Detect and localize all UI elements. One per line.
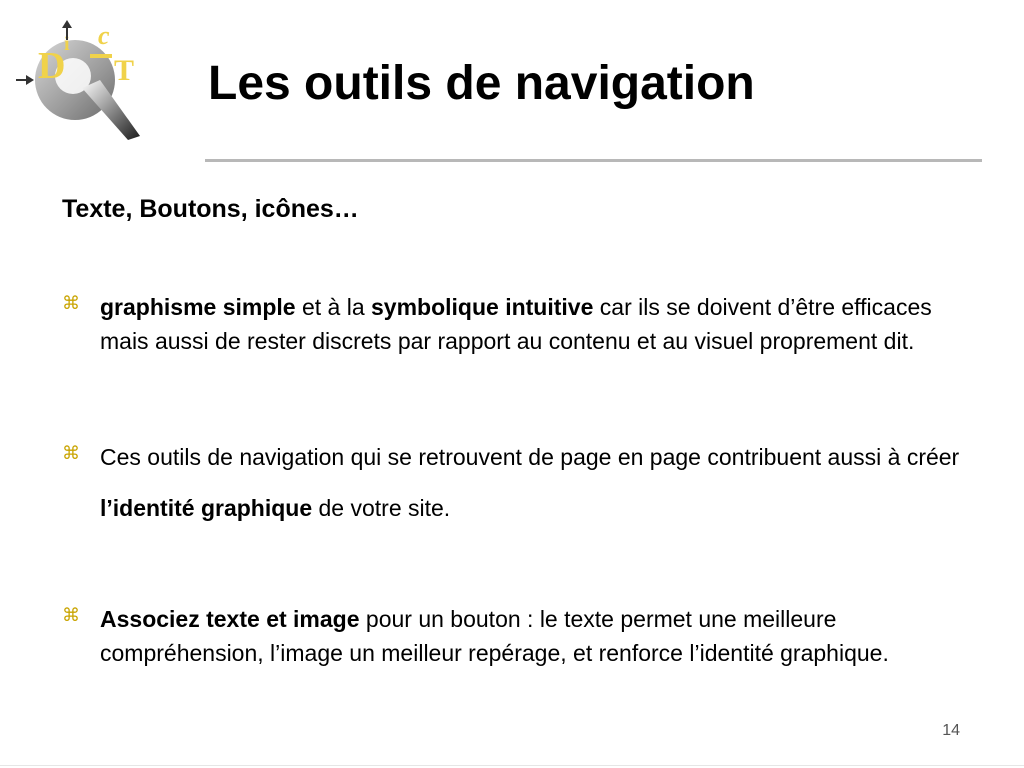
bullet-text-part: car ils se doivent d’être efficaces mais aussi de rester discrets par rapport au contenu et au visuel proprement dit. [100,294,932,354]
right-arrow-icon [16,75,34,85]
title-divider [205,159,982,162]
command-icon: ⌘ [62,605,80,626]
bullet-text-part: de votre site. [312,495,451,521]
logo-letter-i: i [64,33,70,55]
bullet-text [100,432,962,534]
bullet-text-part: graphisme simple [100,294,296,320]
command-icon: ⌘ [62,293,80,314]
bullet-text-part: Ces outils de navigation qui se retrouvent de page en page contribuent aussi à créer [100,444,960,470]
logo-letter-d: D [38,45,66,87]
dict-logo-icon [10,18,150,143]
bottom-divider [0,765,1024,766]
slide-title: Les outils de navigation [208,57,755,110]
command-icon: ⌘ [62,443,80,464]
bullet-text-part: symbolique intuitive [371,294,594,320]
bullet-text-part: et à la [295,294,372,320]
logo-letter-c: c [98,21,110,50]
bullet-text [100,290,962,358]
bullet-text-part: l’identité graphique [100,495,313,521]
bullet-text-part: Associez texte et image [100,606,360,632]
bullet-text [100,602,962,670]
logo-letter-t: T [114,54,135,87]
page-number: 14 [942,722,960,739]
slide-subtitle: Texte, Boutons, icônes… [62,195,359,223]
bullet-text-part: pour un bouton : le texte permet une meilleure compréhension, l’image un meilleur repérage, et renforce l’identité graphique. [100,606,889,666]
